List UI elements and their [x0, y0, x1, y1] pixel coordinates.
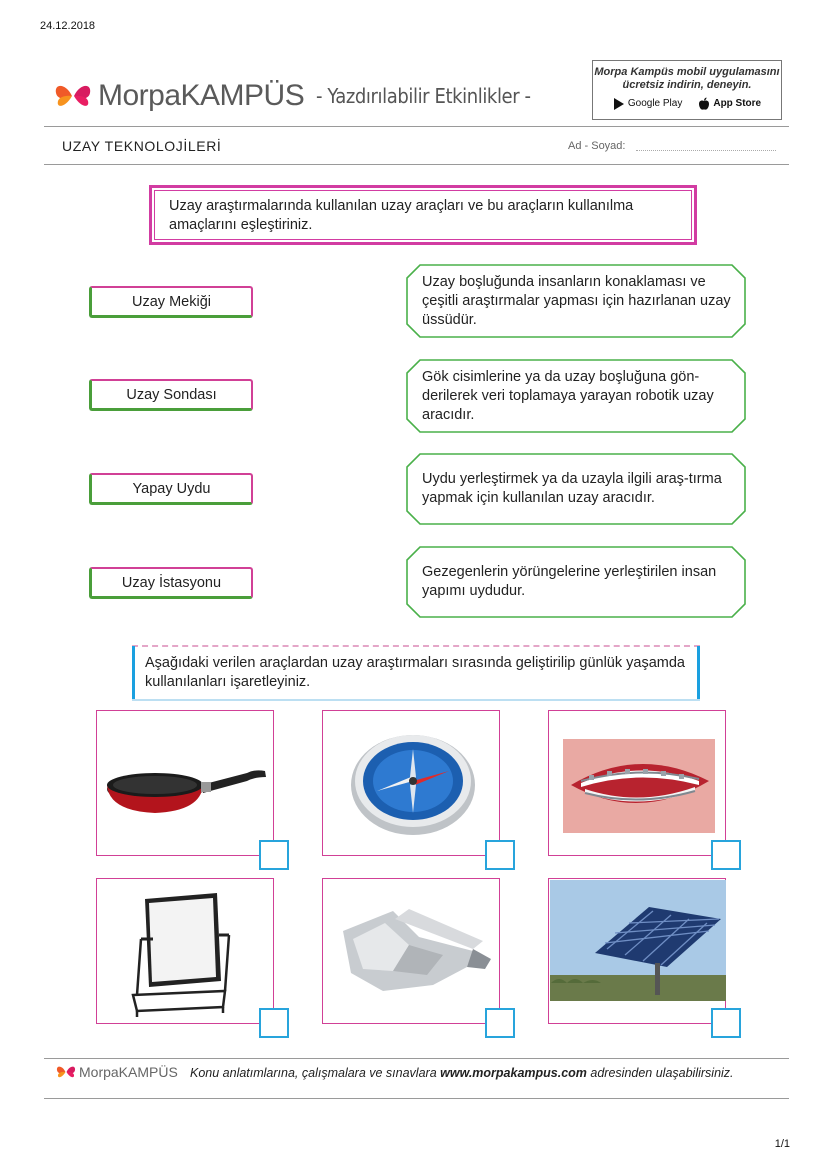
butterfly-logo-icon	[54, 81, 92, 111]
mirror-icon	[97, 879, 275, 1025]
apple-icon	[698, 97, 710, 110]
footer-top-rule	[44, 1058, 789, 1059]
definition-box-2[interactable]	[406, 359, 746, 433]
checkbox-mirror[interactable]	[259, 1008, 289, 1038]
card-compass	[322, 710, 500, 856]
dental-braces-icon	[549, 711, 727, 857]
morpakampus-logo[interactable]	[54, 78, 304, 114]
app-promo-line-2: ücretsiz indirin, deneyin.	[622, 79, 752, 91]
definition-text-1: Uzay boşluğunda insanların konaklaması ve çeşitli araştırmalar yapması için hazırlanan uzay üssüdür.	[422, 274, 731, 328]
google-play-icon	[613, 98, 625, 110]
marking-instruction: Aşağıdaki verilen araçlardan uzay araştırmaları sırasında geliştirilip günlük yaşamda kullanılanları işaretleyiniz.	[132, 646, 700, 700]
checkbox-aluminum-foil[interactable]	[485, 1008, 515, 1038]
checkbox-frying-pan[interactable]	[259, 840, 289, 870]
definition-text-3: Uydu yerleştirmek ya da uzayla ilgili araş-tırma yapmak için kullanılan uzay aracıdır.	[422, 471, 722, 506]
checkbox-compass[interactable]	[485, 840, 515, 870]
card-dental-braces	[548, 710, 726, 856]
page-number: 1/1	[774, 1138, 790, 1150]
footer-url-link[interactable]: www.morpakampus.com	[440, 1066, 587, 1080]
footer-text-before: Konu anlatımlarına, çalışmalara ve sınavlara	[190, 1066, 441, 1080]
term-yapay-uydu[interactable]: Yapay Uydu	[89, 473, 253, 505]
checkbox-dental-braces[interactable]	[711, 840, 741, 870]
app-store-label: App Store	[713, 98, 762, 109]
app-promo-line-1: Morpa Kampüs mobil uygulamasını	[594, 66, 780, 78]
solar-panel-icon	[549, 879, 727, 1025]
definition-box-3[interactable]	[406, 453, 746, 525]
compass-icon	[323, 711, 501, 857]
checkbox-solar-panel[interactable]	[711, 1008, 741, 1038]
definition-box-4[interactable]	[406, 546, 746, 618]
app-store-link[interactable]	[698, 97, 761, 110]
frying-pan-icon	[97, 711, 275, 857]
card-aluminum-foil	[322, 878, 500, 1024]
term-uzay-istasyonu[interactable]: Uzay İstasyonu	[89, 567, 253, 599]
definition-text-4: Gezegenlerin yörüngelerine yerleştirilen insan yapımı uydudur.	[422, 564, 717, 599]
matching-instruction-text: Uzay araştırmalarında kullanılan uzay araçları ve bu araçların kullanılma amaçlarını eşleştiriniz.	[154, 190, 692, 240]
card-solar-panel	[548, 878, 726, 1024]
print-date: 24.12.2018	[40, 20, 96, 32]
header-rule	[44, 126, 789, 127]
subject-rule	[44, 164, 789, 165]
card-mirror	[96, 878, 274, 1024]
definition-text-2: Gök cisimlerine ya da uzay boşluğuna gön-derilerek veri toplamaya yarayan robotik uzay aracıdır.	[422, 369, 714, 423]
worksheet-subject: UZAY TEKNOLOJİLERİ	[62, 138, 222, 154]
card-frying-pan	[96, 710, 274, 856]
footer-logo-wordmark: MorpaKAMPÜS	[79, 1064, 178, 1080]
term-uzay-sondasi[interactable]: Uzay Sondası	[89, 379, 253, 411]
aluminum-foil-icon	[323, 879, 501, 1025]
term-uzay-mekigi[interactable]: Uzay Mekiği	[89, 286, 253, 318]
app-download-box	[592, 60, 782, 120]
footer-logo[interactable]	[56, 1064, 178, 1080]
google-play-label: Google Play	[627, 98, 683, 109]
page-tagline: - Yazdırılabilir Etkinlikler -	[316, 84, 531, 108]
name-label: Ad - Soyad:	[568, 140, 626, 152]
google-play-link[interactable]	[613, 98, 682, 110]
matching-instruction	[149, 185, 697, 245]
footer-text-after: adresinden ulaşabilirsiniz.	[586, 1066, 734, 1080]
definition-box-1[interactable]	[406, 264, 746, 338]
footer-bottom-rule	[44, 1098, 789, 1099]
footer-text	[190, 1066, 734, 1080]
name-field[interactable]	[636, 150, 776, 151]
logo-wordmark: MorpaKAMPÜS	[98, 79, 305, 112]
instruction-2-bottom-border	[132, 699, 700, 701]
footer-butterfly-icon	[56, 1064, 76, 1080]
